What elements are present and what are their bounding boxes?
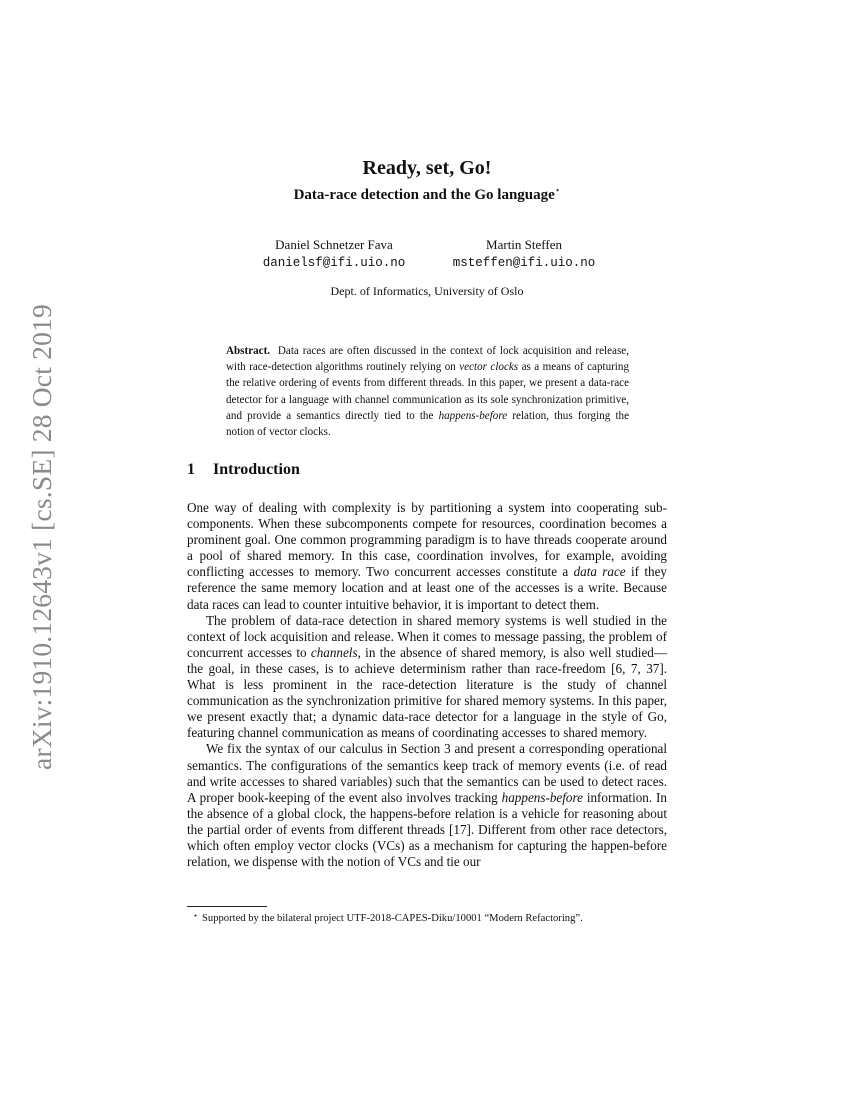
section-title: Introduction <box>213 461 300 478</box>
body-paragraph <box>187 741 667 870</box>
abstract-label: Abstract. <box>226 345 271 357</box>
section-number: 1 <box>187 461 195 478</box>
arxiv-identifier-stamp <box>20 298 64 776</box>
paragraph-text: One way of dealing with complexity is by partitioning a system into cooperating subcomponents. When these subcomponents compete for resources, coordination becomes a prominent goal. One common programming paradigm is to have threads cooperate around a pool of shared memory. In this case, coordination involves, for example, avoiding conflicting accesses to memory. Two concurrent accesses constitute a <box>187 500 667 580</box>
abstract-emphasis: vector clocks <box>459 361 519 374</box>
body-paragraph <box>187 500 667 613</box>
paragraph-text: information. In the absence of a global clock, the happens-before relation is a vehicle for reasoning about the partial order of events from different threads [17]. Different from other race detectors, which often employ vector clocks (VCs) as a mechanism for capturing the happen-before relation, we dispense with the notion of VCs and tie our <box>187 789 667 870</box>
paragraph-text: if they reference the same memory location and at least one of the accesses is a write. Because data races can lead to counter intuitive behavior, it is important to detect them. <box>187 564 667 612</box>
footnote-text: Supported by the bilateral project UTF-2018-CAPES-Diku/10001 “Modern Refactoring”. <box>202 913 583 924</box>
arxiv-identifier-text: arXiv:1910.12643v1 [cs.SE] 28 Oct 2019 <box>26 304 57 770</box>
paper-subtitle <box>187 185 667 204</box>
subtitle-footnote-mark[interactable]: ⋆ <box>554 185 561 195</box>
section-body <box>187 500 667 870</box>
abstract-text: relation, thus forging the notion of vector clocks. <box>226 409 629 439</box>
author-email[interactable]: msteffen@ifi.uio.no <box>452 256 596 270</box>
paragraph-text: , in the absence of shared memory, is also well studied—the goal, in these cases, is to achieve determinism rather than race-freedom [6, 7, 37]. What is less prominent in the race-detection literature is the study of channel communication as the synchronization primitive for shared memory systems. In this paper, we present exactly that; a dynamic data-race detector for a language in the style of Go, featuring channel communication as means of coordinating accesses to shared memory. <box>187 644 667 741</box>
footnote-rule <box>187 906 267 907</box>
abstract-emphasis: happens-before <box>438 409 508 422</box>
paper-subtitle-text: Data-race detection and the Go language <box>293 187 555 203</box>
author-email[interactable]: danielsf@ifi.uio.no <box>262 256 406 270</box>
paragraph-emphasis: channels <box>310 644 358 660</box>
paragraph-text: We fix the syntax of our calculus in Section 3 and present a corresponding operational semantics. The configurations of the semantics keep track of memory events (i.e. of read and write accesses to shared variables) such that the semantics can be used to detect races. A proper book-keeping of the event also involves tracking <box>187 741 667 805</box>
author-name: Martin Steffen <box>486 237 562 252</box>
affiliation: Dept. of Informatics, University of Oslo <box>330 284 524 298</box>
footnote <box>187 909 667 925</box>
abstract <box>226 343 629 440</box>
author-block <box>234 236 434 272</box>
body-paragraph <box>187 613 667 742</box>
author-block <box>424 236 624 272</box>
paragraph-emphasis: data race <box>573 564 626 580</box>
abstract-text: Data races are often discussed in the context of lock acquisition and release, with race-detection algorithms routinely relying on <box>226 345 629 374</box>
footnote-mark: ⋆ <box>193 911 199 920</box>
paragraph-emphasis: happens-before <box>501 789 583 805</box>
author-name: Daniel Schnetzer Fava <box>275 237 393 252</box>
paragraph-text: The problem of data-race detection in shared memory systems is well studied in the context of lock acquisition and release. When it comes to message passing, the problem of concurrent accesses to <box>187 612 667 660</box>
section-heading <box>187 461 300 479</box>
abstract-text: as a means of capturing the relative ordering of events from different threads. In this paper, we present a data-race detector for a language with channel communication as its sole synchronization primitive, and provide a semantics directly tied to the <box>226 361 629 422</box>
paper-title: Ready, set, Go! <box>362 157 492 179</box>
